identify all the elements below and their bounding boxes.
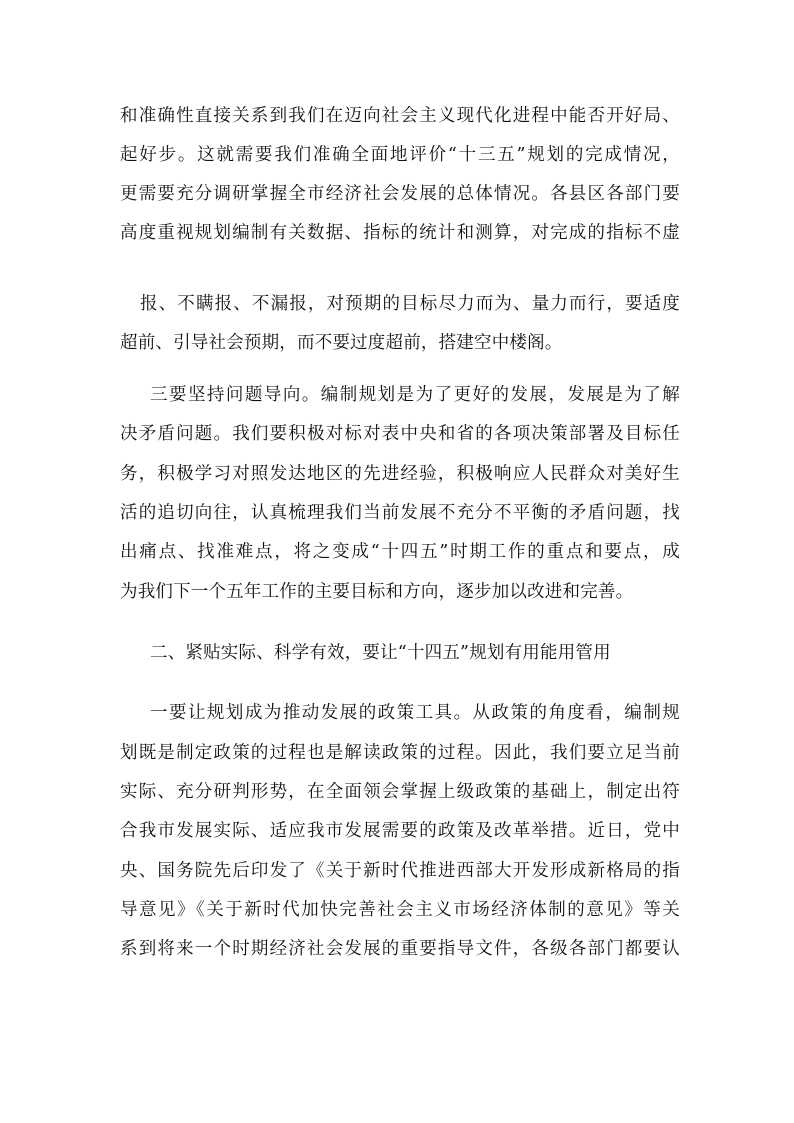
- text-line: 决矛盾问题。我们要积极对标对表中央和省的各项决策部署及目标任: [120, 424, 680, 444]
- text-line: 超前、引导社会预期，而不要过度超前，搭建空中楼阁。: [120, 333, 563, 353]
- text-line: 三要坚持问题导向。编制规划是为了更好的发展，发展是为了解: [150, 385, 680, 405]
- text-line: 高度重视规划编制有关数据、指标的统计和测算，对完成的指标不虚: [120, 223, 680, 243]
- text-line: 央、国务院先后印发了《关于新时代推进西部大开发形成新格局的指: [120, 861, 680, 881]
- text-line: 起好步。这就需要我们准确全面地评价“十三五”规划的完成情况，: [120, 145, 680, 165]
- text-line: 更需要充分调研掌握全市经济社会发展的总体情况。各县区各部门要: [120, 184, 680, 204]
- text-line: 出痛点、找准难点，将之变成“十四五”时期工作的重点和要点，成: [120, 542, 680, 562]
- text-line: 务，积极学习对照发达地区的先进经验，积极响应人民群众对美好生: [120, 464, 680, 484]
- text-line: 导意见》《关于新时代加快完善社会主义市场经济体制的意见》等关: [120, 900, 680, 920]
- text-line: 活的追切向往，认真梳理我们当前发展不充分不平衡的矛盾问题，找: [120, 503, 680, 523]
- text-line: 划既是制定政策的过程也是解读政策的过程。因此，我们要立足当前: [120, 743, 680, 763]
- text-line: 实际、充分研判形势，在全面领会掌握上级政策的基础上，制定出符: [120, 782, 680, 802]
- section-heading: 二、紧贴实际、科学有效，要让“十四五”规划有用能用管用: [150, 643, 611, 663]
- text-line: 为我们下一个五年工作的主要目标和方向，逐步加以改进和完善。: [120, 582, 634, 602]
- text-line: 系到将来一个时期经济社会发展的重要指导文件，各级各部门都要认: [120, 939, 680, 959]
- text-line: 合我市发展实际、适应我市发展需要的政策及改革举措。近日，党中: [120, 821, 680, 841]
- text-line: 和准确性直接关系到我们在迈向社会主义现代化进程中能否开好局、: [120, 106, 680, 126]
- text-line: 一要让规划成为推动发展的政策工具。从政策的角度看，编制规: [150, 703, 680, 723]
- text-line: 报、不瞒报、不漏报，对预期的目标尽力而为、量力而行，要适度: [140, 294, 680, 314]
